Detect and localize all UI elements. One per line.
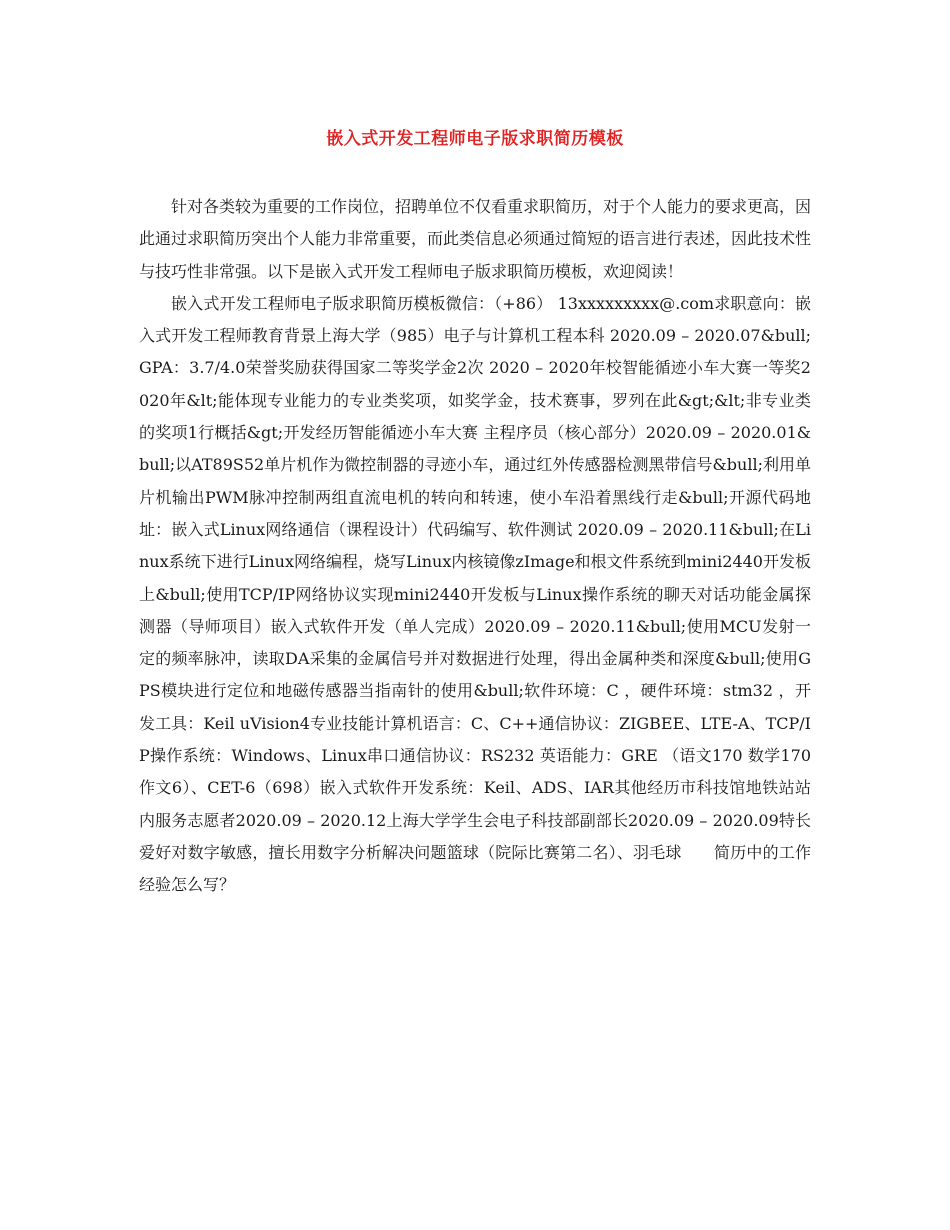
page-title: 嵌入式开发工程师电子版求职简历模板 (326, 129, 624, 149)
intro-paragraph: 针对各类较为重要的工作岗位，招聘单位不仅看重求职简历，对于个人能力的要求更高，因此通过求职简历突出个人能力非常重要，而此类信息必须通过简短的语言进行表述，因此技术性与技巧性非常强。以下是嵌入式开发工程师电子版求职简历模板，欢迎阅读！ (139, 197, 812, 281)
resume-paragraph: 嵌入式开发工程师电子版求职简历模板微信：（+86） 13xxxxxxxxx@.com求职意向：嵌入式开发工程师教育背景上海大学（985）电子与计算机工程本科 2020.09 – 2020.07&bull;GPA：3.7/4.0荣誉奖励获得国家二等奖学金2次 2020 – 2020年校智能循迹小车大赛一等奖2020年&lt;能体现专业能力的专业类奖项，如奖学金，技术赛事，罗列在此&gt;&lt;非专业类的奖项1行概括&gt;开发经历智能循迹小车大赛 主程序员（核心部分）2020.09 – 2020.01&bull;以AT89S52单片机作为微控制器的寻迹小车，通过红外传感器检测黑带信号&bull;利用单片机输出PWM脉冲控制两组直流电机的转向和转速，使小车沿着黑线行走&bull;开源代码地址：嵌入式Linux网络通信（课程设计）代码编写、软件测试 2020.09 – 2020.11&bull;在Linux系统下进行Linux网络编程，烧写Linux内核镜像zImage和根文件系统到mini2440开发板上&bull;使用TCP/IP网络协议实现mini2440开发板与Linux操作系统的聊天对话功能金属探测器（导师项目）嵌入式软件开发（单人完成）2020.09 – 2020.11&bull;使用MCU发射一定的频率脉冲，读取DA采集的金属信号并对数据进行处理，得出金属种类和深度&bull;使用GPS模块进行定位和地磁传感器当指南针的使用&bull;软件环境：C ，硬件环境：stm32 ，开发工具：Keil uVision4专业技能计算机语言：C、C++通信协议：ZIGBEE、LTE-A、TCP/IP操作系统：Windows、Linux串口通信协议：RS232 英语能力：GRE （语文170 数学170 作文6）、CET-6（698）嵌入式软件开发系统：Keil、ADS、IAR其他经历市科技馆地铁站站内服务志愿者2020.09 – 2020.12上海大学学生会电子科技部副部长2020.09 – 2020.09特长爱好对数字敏感，擅长用数字分析解决问题篮球（院际比赛第二名）、羽毛球 简历中的工作经验怎么写？ (139, 293, 811, 895)
document-body (139, 191, 811, 902)
